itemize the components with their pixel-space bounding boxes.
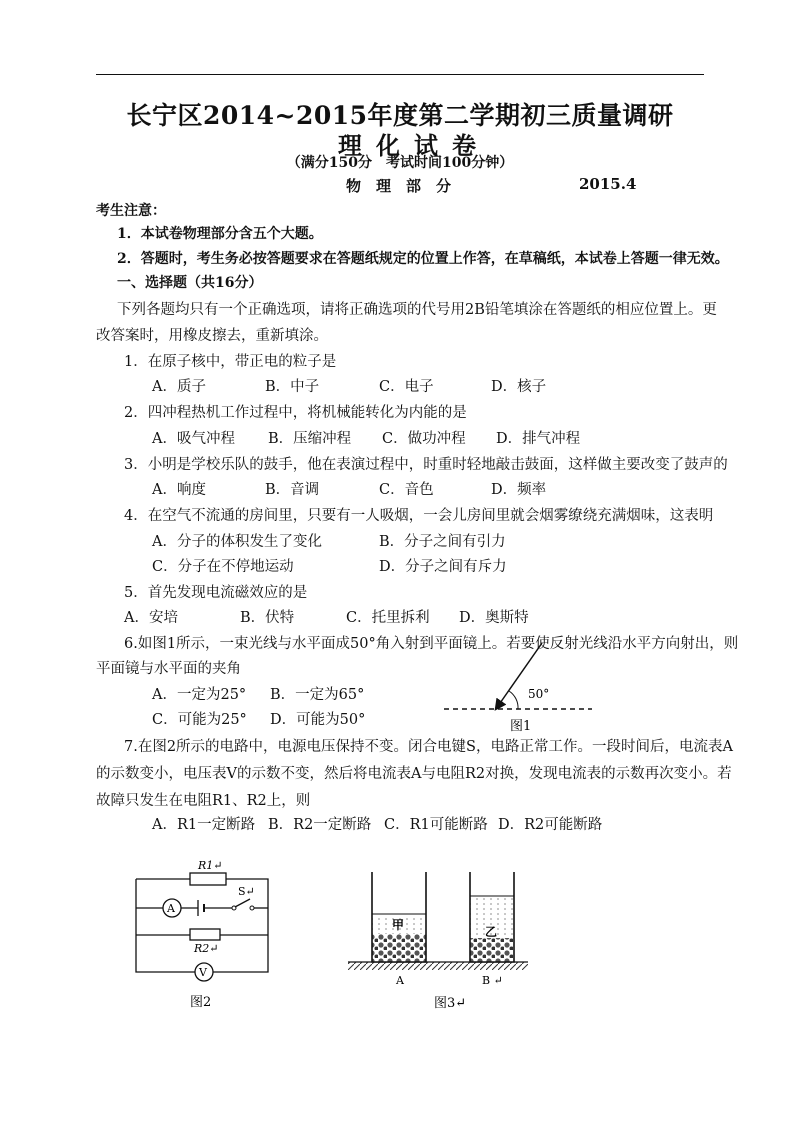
figure-1-caption: 图1 — [510, 719, 532, 734]
q4-option-c: C．分子在不停地运动 — [152, 559, 294, 575]
q3-option-a: A．响度 — [152, 482, 206, 498]
q7-option-d: D．R2可能断路 — [498, 817, 603, 833]
time-note: （满分150分 考试时间100分钟） — [286, 155, 514, 171]
q5-option-d: D．奥斯特 — [459, 610, 529, 626]
q3-option-d: D．频率 — [491, 482, 547, 498]
question-3-stem: 3．小明是学校乐队的鼓手，他在表演过程中，时重时轻地敲击鼓面，这样做主要改变了鼓声的 — [124, 457, 728, 473]
figure-1 — [438, 640, 598, 735]
figure-1-angle-arc — [509, 691, 518, 709]
question-5-stem: 5．首先发现电流磁效应的是 — [124, 585, 308, 601]
resistor-r2 — [190, 929, 220, 940]
figure-3 — [342, 862, 532, 1012]
q2-option-c: C．做功冲程 — [382, 431, 466, 447]
figure-3-caption: 图3↵ — [434, 996, 467, 1011]
container-b-label: 乙 — [485, 925, 498, 939]
container-a-letter: A — [396, 974, 404, 987]
exam-title: 长宁区2014~2015年度第二学期初三质量调研 — [126, 101, 674, 130]
q7-option-b: B．R2一定断路 — [268, 817, 372, 833]
container-b-pebbles — [470, 938, 514, 962]
r2-label: R2↵ — [194, 942, 219, 955]
figure-1-angle-label: 50° — [528, 687, 550, 701]
voltmeter-label: V — [199, 966, 207, 979]
q6-option-b: B．一定为65° — [270, 687, 365, 703]
notice-item-2: 2．答题时，考生务必按答题要求在答题纸规定的位置上作答，在草稿纸，本试卷上答题一律无效。 — [117, 251, 729, 267]
exam-date: 2015.4 — [579, 175, 637, 193]
q1-option-c: C．电子 — [379, 379, 434, 395]
section-label: 物 理 部 分 — [346, 177, 452, 195]
question-1-stem: 1．在原子核中，带正电的粒子是 — [124, 354, 337, 370]
notice-heading: 考生注意： — [96, 203, 166, 219]
q2-option-a: A．吸气冲程 — [152, 431, 235, 447]
q3-option-b: B．音调 — [265, 482, 320, 498]
ammeter-label: A — [167, 902, 175, 915]
q4-option-b: B．分子之间有引力 — [379, 534, 506, 550]
q3-option-c: C．音色 — [379, 482, 434, 498]
container-b-letter: B ↵ — [482, 974, 503, 987]
top-rule — [96, 74, 704, 75]
q7-option-c: C．R1可能断路 — [384, 817, 488, 833]
ground — [348, 962, 528, 970]
part1-heading: 一、选择题（共16分） — [117, 275, 263, 291]
q4-option-a: A．分子的体积发生了变化 — [152, 534, 322, 550]
resistor-r1 — [190, 873, 226, 885]
question-2-stem: 2．四冲程热机工作过程中，将机械能转化为内能的是 — [124, 405, 467, 421]
q6-option-c: C．可能为25° — [152, 712, 247, 728]
question-6-stem-line2: 平面镜与水平面的夹角 — [96, 661, 241, 677]
question-7-stem-line3: 故障只发生在电阻R1、R2上，则 — [96, 793, 311, 809]
q5-option-b: B．伏特 — [240, 610, 295, 626]
q2-option-b: B．压缩冲程 — [268, 431, 352, 447]
q5-option-a: A．安培 — [124, 610, 178, 626]
question-6-stem-line1: 6.如图1所示，一束光线与水平面成50°角入射到平面镜上。若要使反射光线沿水平方向射出，则 — [124, 636, 739, 652]
question-4-stem: 4．在空气不流通的房间里，只要有一人吸烟，一会儿房间里就会烟雾缭绕充满烟味，这表明 — [124, 508, 714, 524]
q6-option-a: A．一定为25° — [152, 687, 247, 703]
figure-2 — [128, 852, 278, 1012]
notice-item-1: 1．本试卷物理部分含五个大题。 — [117, 226, 323, 242]
q5-option-c: C．托里拆利 — [346, 610, 430, 626]
container-a-pebbles — [372, 934, 426, 962]
exam-subtitle: 理化试卷 — [338, 131, 490, 160]
part1-intro-line2: 改答案时，用橡皮擦去，重新填涂。 — [96, 328, 328, 344]
q1-option-a: A．质子 — [152, 379, 206, 395]
container-a-label: 甲 — [392, 918, 405, 932]
switch-label: S↵ — [238, 885, 255, 898]
q7-option-a: A．R1一定断路 — [152, 817, 256, 833]
figure-2-caption: 图2 — [190, 995, 212, 1010]
q6-option-d: D．可能为50° — [270, 712, 366, 728]
q2-option-d: D．排气冲程 — [496, 431, 581, 447]
r1-label: R1↵ — [198, 859, 223, 872]
q1-option-b: B．中子 — [265, 379, 320, 395]
q4-option-d: D．分子之间有斥力 — [379, 559, 507, 575]
question-7-stem-line1: 7.在图2所示的电路中，电源电压保持不变。闭合电键S，电路正常工作。一段时间后，电流表A — [124, 739, 733, 755]
q1-option-d: D．核子 — [491, 379, 547, 395]
part1-intro-line1: 下列各题均只有一个正确选项，请将正确选项的代号用2B铅笔填涂在答题纸的相应位置上。更 — [117, 302, 717, 318]
question-7-stem-line2: 的示数变小，电压表V的示数不变，然后将电流表A与电阻R2对换，发现电流表的示数再次变小。若 — [96, 766, 732, 782]
